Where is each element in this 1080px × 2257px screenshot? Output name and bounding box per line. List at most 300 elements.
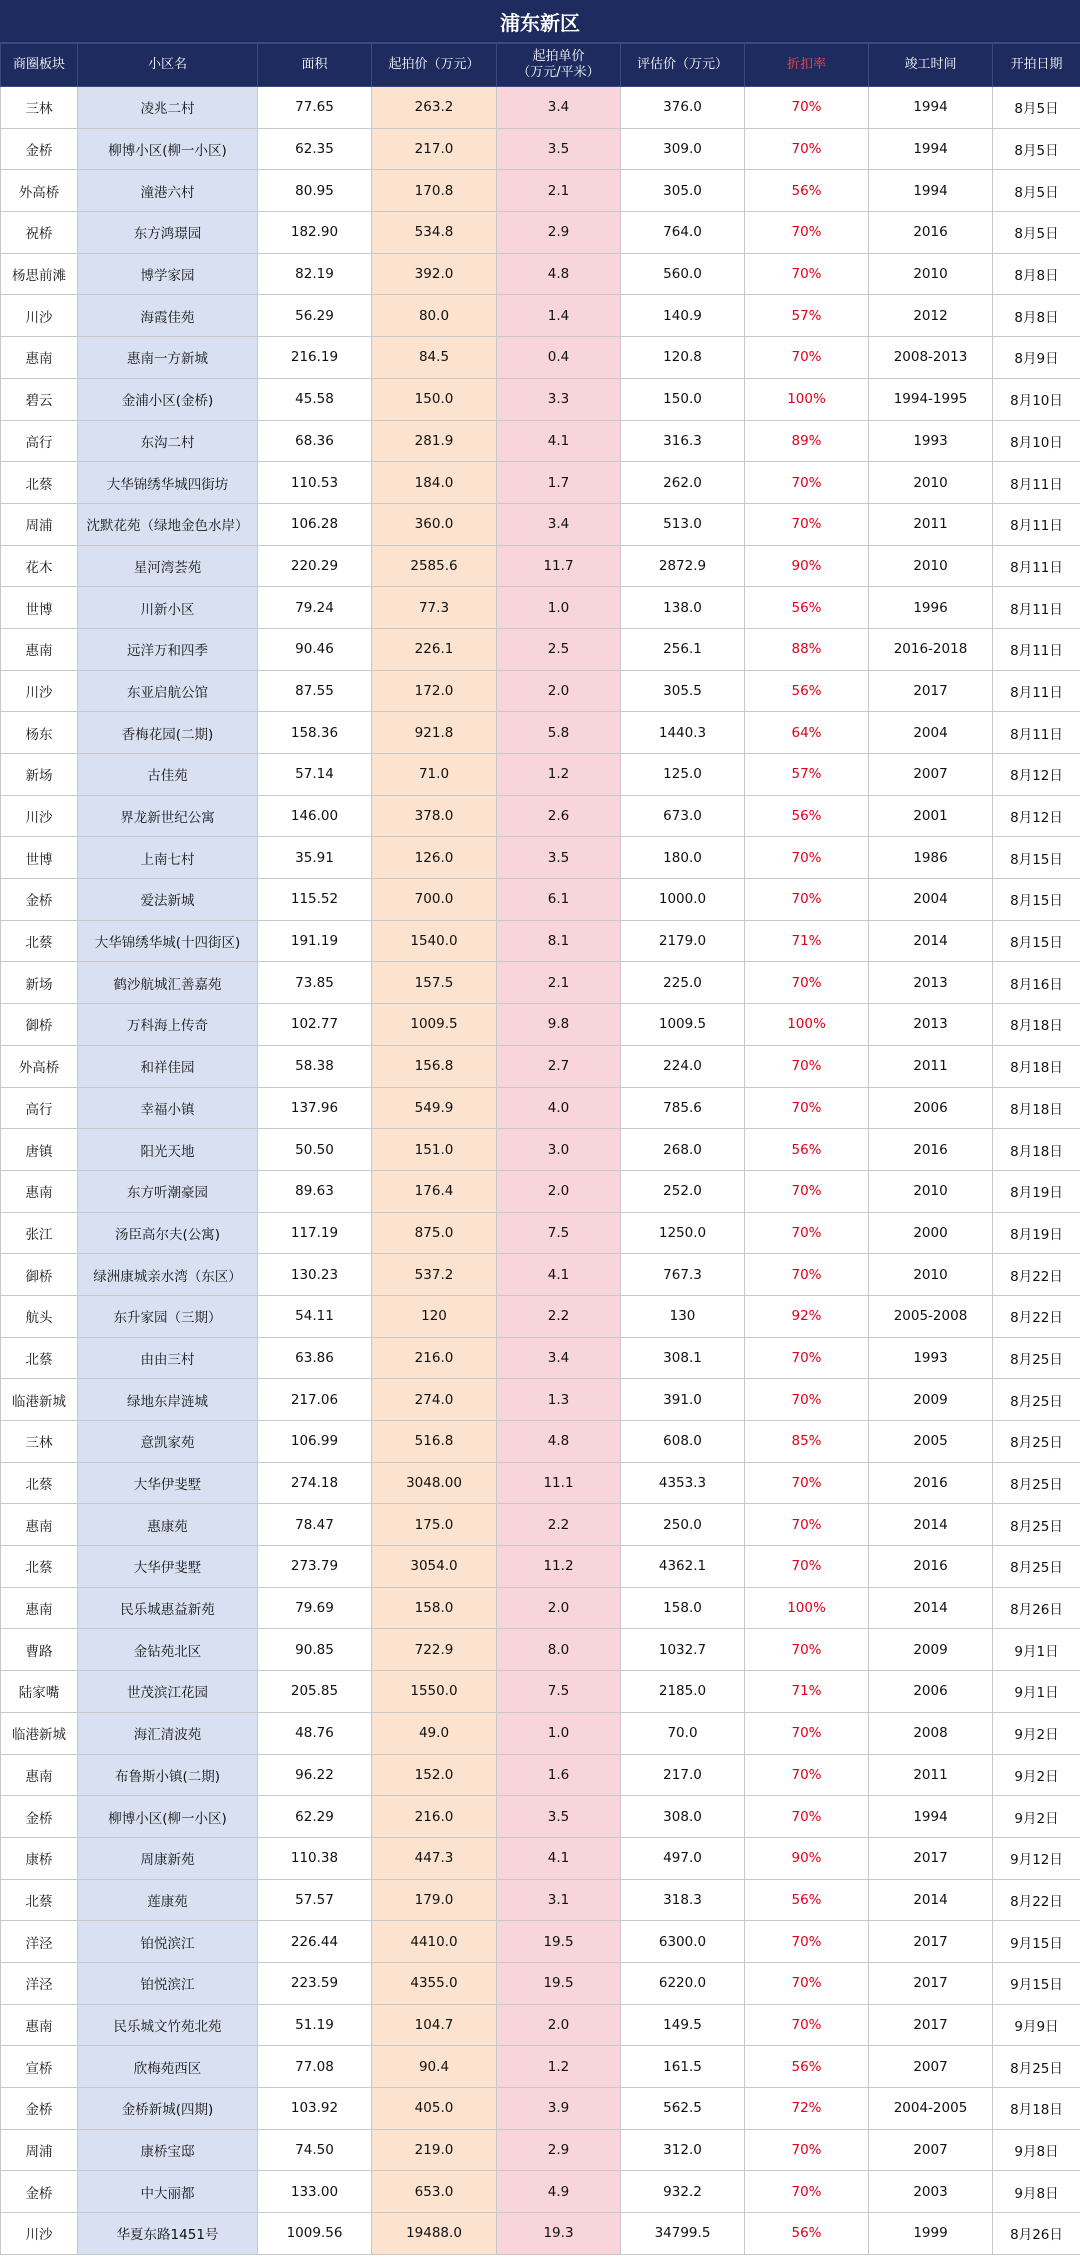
cell-start-price: 152.0 (372, 1754, 497, 1796)
cell-discount: 92% (745, 1295, 869, 1337)
cell-auction-date: 8月10日 (993, 420, 1080, 462)
cell-area: 137.96 (258, 1087, 372, 1129)
cell-start-price: 274.0 (372, 1379, 497, 1421)
cell-start-price: 263.2 (372, 87, 497, 129)
table-row (1, 1629, 1080, 1671)
cell-district: 川沙 (1, 295, 78, 337)
cell-start-price: 156.8 (372, 1045, 497, 1087)
cell-community: 康桥宝邸 (78, 2129, 258, 2171)
cell-appraisal: 308.1 (621, 1337, 745, 1379)
cell-district: 康桥 (1, 1837, 78, 1879)
cell-start-price: 700.0 (372, 879, 497, 921)
table-row (1, 1170, 1080, 1212)
cell-appraisal: 932.2 (621, 2171, 745, 2213)
cell-district: 北蔡 (1, 1462, 78, 1504)
cell-unit-price: 8.0 (497, 1629, 621, 1671)
cell-unit-price: 2.0 (497, 2004, 621, 2046)
cell-start-price: 158.0 (372, 1587, 497, 1629)
cell-discount: 70% (745, 1212, 869, 1254)
table-row (1, 1546, 1080, 1588)
cell-discount: 70% (745, 1379, 869, 1421)
cell-unit-price: 1.3 (497, 1379, 621, 1421)
cell-completion: 2017 (869, 2004, 993, 2046)
cell-auction-date: 8月18日 (993, 1004, 1080, 1046)
cell-appraisal: 308.0 (621, 1796, 745, 1838)
table-row (1, 2046, 1080, 2088)
cell-completion: 2017 (869, 1921, 993, 1963)
cell-discount: 70% (745, 462, 869, 504)
cell-discount: 70% (745, 1045, 869, 1087)
cell-district: 金桥 (1, 2088, 78, 2130)
table-row (1, 253, 1080, 295)
cell-completion: 2014 (869, 1504, 993, 1546)
cell-appraisal: 318.3 (621, 1879, 745, 1921)
cell-start-price: 80.0 (372, 295, 497, 337)
cell-completion: 1996 (869, 587, 993, 629)
cell-unit-price: 3.4 (497, 503, 621, 545)
table-row (1, 1295, 1080, 1337)
cell-unit-price: 3.9 (497, 2088, 621, 2130)
cell-area: 57.57 (258, 1879, 372, 1921)
header-community: 小区名 (78, 44, 258, 87)
cell-appraisal: 305.5 (621, 670, 745, 712)
table-row (1, 1254, 1080, 1296)
cell-district: 川沙 (1, 670, 78, 712)
cell-completion: 2005 (869, 1421, 993, 1463)
cell-discount: 70% (745, 962, 869, 1004)
cell-completion: 1994 (869, 128, 993, 170)
table-row (1, 462, 1080, 504)
cell-appraisal: 138.0 (621, 587, 745, 629)
cell-start-price: 184.0 (372, 462, 497, 504)
cell-discount: 70% (745, 253, 869, 295)
cell-appraisal: 70.0 (621, 1712, 745, 1754)
table-row (1, 1504, 1080, 1546)
cell-appraisal: 180.0 (621, 837, 745, 879)
cell-unit-price: 3.5 (497, 128, 621, 170)
cell-unit-price: 2.2 (497, 1295, 621, 1337)
cell-community: 海汇清波苑 (78, 1712, 258, 1754)
cell-district: 新场 (1, 962, 78, 1004)
table-row (1, 1004, 1080, 1046)
cell-district: 金桥 (1, 128, 78, 170)
cell-district: 川沙 (1, 2213, 78, 2255)
cell-area: 226.44 (258, 1921, 372, 1963)
cell-area: 205.85 (258, 1671, 372, 1713)
cell-community: 幸福小镇 (78, 1087, 258, 1129)
cell-discount: 70% (745, 1087, 869, 1129)
cell-discount: 100% (745, 1004, 869, 1046)
cell-appraisal: 6220.0 (621, 1962, 745, 2004)
table-row (1, 2088, 1080, 2130)
cell-start-price: 219.0 (372, 2129, 497, 2171)
cell-unit-price: 19.3 (497, 2213, 621, 2255)
cell-completion: 2014 (869, 1879, 993, 1921)
cell-community: 莲康苑 (78, 1879, 258, 1921)
cell-discount: 90% (745, 1837, 869, 1879)
cell-appraisal: 6300.0 (621, 1921, 745, 1963)
cell-discount: 56% (745, 1129, 869, 1171)
cell-discount: 56% (745, 1879, 869, 1921)
cell-discount: 56% (745, 2046, 869, 2088)
cell-auction-date: 8月25日 (993, 2046, 1080, 2088)
cell-completion: 2010 (869, 462, 993, 504)
header-row (1, 44, 1080, 87)
cell-auction-date: 8月22日 (993, 1254, 1080, 1296)
cell-unit-price: 7.5 (497, 1212, 621, 1254)
cell-area: 216.19 (258, 337, 372, 379)
cell-district: 惠南 (1, 1504, 78, 1546)
cell-area: 146.00 (258, 795, 372, 837)
cell-appraisal: 2185.0 (621, 1671, 745, 1713)
cell-unit-price: 3.5 (497, 837, 621, 879)
cell-unit-price: 3.5 (497, 1796, 621, 1838)
cell-start-price: 392.0 (372, 253, 497, 295)
cell-appraisal: 309.0 (621, 128, 745, 170)
cell-unit-price: 3.3 (497, 378, 621, 420)
cell-community: 东亚启航公馆 (78, 670, 258, 712)
table-row (1, 2004, 1080, 2046)
cell-appraisal: 767.3 (621, 1254, 745, 1296)
cell-discount: 70% (745, 1629, 869, 1671)
cell-community: 华夏东路1451号 (78, 2213, 258, 2255)
cell-unit-price: 1.0 (497, 1712, 621, 1754)
table-row (1, 1879, 1080, 1921)
cell-start-price: 360.0 (372, 503, 497, 545)
cell-auction-date: 8月26日 (993, 1587, 1080, 1629)
cell-start-price: 172.0 (372, 670, 497, 712)
cell-start-price: 217.0 (372, 128, 497, 170)
cell-discount: 70% (745, 1712, 869, 1754)
cell-area: 78.47 (258, 1504, 372, 1546)
cell-start-price: 19488.0 (372, 2213, 497, 2255)
cell-start-price: 534.8 (372, 212, 497, 254)
cell-community: 万科海上传奇 (78, 1004, 258, 1046)
table-row (1, 670, 1080, 712)
cell-area: 68.36 (258, 420, 372, 462)
cell-completion: 2011 (869, 503, 993, 545)
cell-district: 世博 (1, 837, 78, 879)
cell-unit-price: 3.4 (497, 87, 621, 129)
cell-unit-price: 0.4 (497, 337, 621, 379)
cell-completion: 2004 (869, 879, 993, 921)
cell-discount: 56% (745, 2213, 869, 2255)
cell-area: 79.24 (258, 587, 372, 629)
table-row (1, 795, 1080, 837)
cell-auction-date: 8月18日 (993, 2088, 1080, 2130)
cell-area: 158.36 (258, 712, 372, 754)
cell-completion: 2010 (869, 253, 993, 295)
cell-discount: 89% (745, 420, 869, 462)
cell-area: 77.65 (258, 87, 372, 129)
header-area: 面积 (258, 44, 372, 87)
cell-area: 130.23 (258, 1254, 372, 1296)
cell-community: 惠南一方新城 (78, 337, 258, 379)
cell-completion: 2008-2013 (869, 337, 993, 379)
cell-auction-date: 8月25日 (993, 1421, 1080, 1463)
cell-district: 外高桥 (1, 170, 78, 212)
cell-district: 川沙 (1, 795, 78, 837)
cell-start-price: 4410.0 (372, 1921, 497, 1963)
cell-start-price: 104.7 (372, 2004, 497, 2046)
cell-auction-date: 9月1日 (993, 1629, 1080, 1671)
cell-start-price: 549.9 (372, 1087, 497, 1129)
table-row (1, 628, 1080, 670)
cell-discount: 71% (745, 1671, 869, 1713)
table-row (1, 1587, 1080, 1629)
cell-auction-date: 8月18日 (993, 1087, 1080, 1129)
cell-community: 凌兆二村 (78, 87, 258, 129)
cell-auction-date: 8月12日 (993, 754, 1080, 796)
cell-start-price: 3054.0 (372, 1546, 497, 1588)
table-row (1, 1921, 1080, 1963)
cell-unit-price: 1.0 (497, 587, 621, 629)
cell-appraisal: 785.6 (621, 1087, 745, 1129)
cell-appraisal: 497.0 (621, 1837, 745, 1879)
cell-auction-date: 8月15日 (993, 920, 1080, 962)
cell-district: 碧云 (1, 378, 78, 420)
table-row (1, 1045, 1080, 1087)
cell-area: 133.00 (258, 2171, 372, 2213)
cell-start-price: 175.0 (372, 1504, 497, 1546)
cell-district: 临港新城 (1, 1712, 78, 1754)
cell-area: 54.11 (258, 1295, 372, 1337)
cell-community: 鹤沙航城汇善嘉苑 (78, 962, 258, 1004)
cell-auction-date: 8月15日 (993, 879, 1080, 921)
cell-unit-price: 4.8 (497, 253, 621, 295)
cell-appraisal: 262.0 (621, 462, 745, 504)
cell-auction-date: 8月5日 (993, 212, 1080, 254)
cell-district: 金桥 (1, 879, 78, 921)
cell-discount: 70% (745, 1546, 869, 1588)
cell-area: 96.22 (258, 1754, 372, 1796)
cell-completion: 2005-2008 (869, 1295, 993, 1337)
cell-start-price: 1009.5 (372, 1004, 497, 1046)
cell-auction-date: 8月25日 (993, 1504, 1080, 1546)
header-appraisal: 评估价（万元） (621, 44, 745, 87)
cell-completion: 2004-2005 (869, 2088, 993, 2130)
cell-unit-price: 7.5 (497, 1671, 621, 1713)
cell-unit-price: 2.9 (497, 212, 621, 254)
cell-area: 106.99 (258, 1421, 372, 1463)
cell-area: 57.14 (258, 754, 372, 796)
cell-district: 北蔡 (1, 1546, 78, 1588)
cell-unit-price: 2.1 (497, 170, 621, 212)
cell-discount: 70% (745, 1921, 869, 1963)
cell-appraisal: 158.0 (621, 1587, 745, 1629)
cell-start-price: 281.9 (372, 420, 497, 462)
cell-discount: 70% (745, 2004, 869, 2046)
cell-district: 周浦 (1, 503, 78, 545)
cell-auction-date: 9月8日 (993, 2129, 1080, 2171)
cell-appraisal: 125.0 (621, 754, 745, 796)
cell-area: 63.86 (258, 1337, 372, 1379)
cell-community: 柳博小区(柳一小区) (78, 128, 258, 170)
cell-completion: 1986 (869, 837, 993, 879)
cell-appraisal: 312.0 (621, 2129, 745, 2171)
table-row (1, 337, 1080, 379)
cell-appraisal: 560.0 (621, 253, 745, 295)
cell-district: 惠南 (1, 1754, 78, 1796)
cell-area: 117.19 (258, 1212, 372, 1254)
cell-auction-date: 8月25日 (993, 1546, 1080, 1588)
cell-area: 82.19 (258, 253, 372, 295)
cell-area: 56.29 (258, 295, 372, 337)
cell-community: 东方听潮豪园 (78, 1170, 258, 1212)
cell-discount: 70% (745, 1337, 869, 1379)
cell-district: 高行 (1, 420, 78, 462)
table-row (1, 1129, 1080, 1171)
cell-community: 绿洲康城亲水湾（东区） (78, 1254, 258, 1296)
cell-completion: 2004 (869, 712, 993, 754)
cell-district: 北蔡 (1, 1879, 78, 1921)
cell-community: 界龙新世纪公寓 (78, 795, 258, 837)
cell-unit-price: 11.1 (497, 1462, 621, 1504)
cell-auction-date: 8月16日 (993, 962, 1080, 1004)
cell-completion: 2008 (869, 1712, 993, 1754)
cell-appraisal: 673.0 (621, 795, 745, 837)
cell-discount: 56% (745, 795, 869, 837)
cell-area: 217.06 (258, 1379, 372, 1421)
table-row (1, 170, 1080, 212)
cell-auction-date: 9月2日 (993, 1712, 1080, 1754)
cell-completion: 2016 (869, 1546, 993, 1588)
cell-start-price: 90.4 (372, 2046, 497, 2088)
cell-community: 大华伊斐墅 (78, 1462, 258, 1504)
cell-discount: 70% (745, 2129, 869, 2171)
cell-area: 106.28 (258, 503, 372, 545)
cell-area: 48.76 (258, 1712, 372, 1754)
cell-completion: 1999 (869, 2213, 993, 2255)
cell-unit-price: 2.9 (497, 2129, 621, 2171)
cell-unit-price: 4.1 (497, 1254, 621, 1296)
cell-auction-date: 8月11日 (993, 712, 1080, 754)
cell-unit-price: 3.1 (497, 1879, 621, 1921)
table-row (1, 295, 1080, 337)
cell-completion: 1994 (869, 170, 993, 212)
cell-district: 惠南 (1, 628, 78, 670)
cell-area: 102.77 (258, 1004, 372, 1046)
cell-discount: 57% (745, 754, 869, 796)
cell-auction-date: 8月12日 (993, 795, 1080, 837)
cell-auction-date: 9月15日 (993, 1962, 1080, 2004)
cell-discount: 70% (745, 1504, 869, 1546)
cell-community: 铂悦滨江 (78, 1962, 258, 2004)
cell-area: 273.79 (258, 1546, 372, 1588)
cell-completion: 2010 (869, 1170, 993, 1212)
cell-discount: 70% (745, 212, 869, 254)
cell-start-price: 71.0 (372, 754, 497, 796)
cell-discount: 70% (745, 1796, 869, 1838)
table-row (1, 1087, 1080, 1129)
cell-discount: 85% (745, 1421, 869, 1463)
cell-unit-price: 4.9 (497, 2171, 621, 2213)
cell-area: 58.38 (258, 1045, 372, 1087)
cell-appraisal: 34799.5 (621, 2213, 745, 2255)
cell-unit-price: 4.1 (497, 1837, 621, 1879)
cell-unit-price: 2.1 (497, 962, 621, 1004)
cell-community: 欣梅苑西区 (78, 2046, 258, 2088)
cell-auction-date: 9月9日 (993, 2004, 1080, 2046)
cell-community: 星河湾荟苑 (78, 545, 258, 587)
cell-area: 223.59 (258, 1962, 372, 2004)
header-unit-price: 起拍单价 （万元/平米） (497, 44, 621, 87)
cell-area: 73.85 (258, 962, 372, 1004)
cell-district: 惠南 (1, 1587, 78, 1629)
table-row (1, 1962, 1080, 2004)
cell-appraisal: 4353.3 (621, 1462, 745, 1504)
cell-area: 90.85 (258, 1629, 372, 1671)
cell-unit-price: 4.8 (497, 1421, 621, 1463)
cell-appraisal: 2179.0 (621, 920, 745, 962)
cell-district: 航头 (1, 1295, 78, 1337)
cell-appraisal: 2872.9 (621, 545, 745, 587)
cell-completion: 2016-2018 (869, 628, 993, 670)
table-row (1, 1337, 1080, 1379)
cell-discount: 70% (745, 1962, 869, 2004)
header-district: 商圈板块 (1, 44, 78, 87)
cell-completion: 2009 (869, 1629, 993, 1671)
cell-appraisal: 1032.7 (621, 1629, 745, 1671)
cell-start-price: 157.5 (372, 962, 497, 1004)
cell-area: 80.95 (258, 170, 372, 212)
cell-auction-date: 8月19日 (993, 1212, 1080, 1254)
cell-district: 北蔡 (1, 462, 78, 504)
cell-area: 1009.56 (258, 2213, 372, 2255)
cell-unit-price: 2.2 (497, 1504, 621, 1546)
cell-community: 古佳苑 (78, 754, 258, 796)
cell-auction-date: 8月9日 (993, 337, 1080, 379)
cell-completion: 2012 (869, 295, 993, 337)
cell-appraisal: 316.3 (621, 420, 745, 462)
cell-completion: 2007 (869, 2046, 993, 2088)
cell-discount: 56% (745, 170, 869, 212)
cell-district: 北蔡 (1, 1337, 78, 1379)
cell-unit-price: 11.7 (497, 545, 621, 587)
table-row (1, 1212, 1080, 1254)
cell-start-price: 405.0 (372, 2088, 497, 2130)
cell-appraisal: 391.0 (621, 1379, 745, 1421)
cell-completion: 1994-1995 (869, 378, 993, 420)
table-row (1, 420, 1080, 462)
cell-discount: 100% (745, 378, 869, 420)
cell-discount: 56% (745, 587, 869, 629)
cell-completion: 2017 (869, 670, 993, 712)
cell-community: 中大丽都 (78, 2171, 258, 2213)
cell-unit-price: 11.2 (497, 1546, 621, 1588)
table-row (1, 128, 1080, 170)
cell-start-price: 126.0 (372, 837, 497, 879)
cell-appraisal: 4362.1 (621, 1546, 745, 1588)
cell-completion: 1993 (869, 420, 993, 462)
cell-auction-date: 9月2日 (993, 1796, 1080, 1838)
cell-appraisal: 130 (621, 1295, 745, 1337)
cell-discount: 72% (745, 2088, 869, 2130)
cell-district: 惠南 (1, 337, 78, 379)
cell-community: 东沟二村 (78, 420, 258, 462)
cell-district: 世博 (1, 587, 78, 629)
header-completion: 竣工时间 (869, 44, 993, 87)
cell-start-price: 179.0 (372, 1879, 497, 1921)
cell-auction-date: 8月15日 (993, 837, 1080, 879)
cell-community: 大华伊斐墅 (78, 1546, 258, 1588)
cell-auction-date: 8月11日 (993, 587, 1080, 629)
cell-start-price: 77.3 (372, 587, 497, 629)
cell-district: 三林 (1, 1421, 78, 1463)
cell-discount: 70% (745, 503, 869, 545)
cell-area: 90.46 (258, 628, 372, 670)
cell-area: 89.63 (258, 1170, 372, 1212)
